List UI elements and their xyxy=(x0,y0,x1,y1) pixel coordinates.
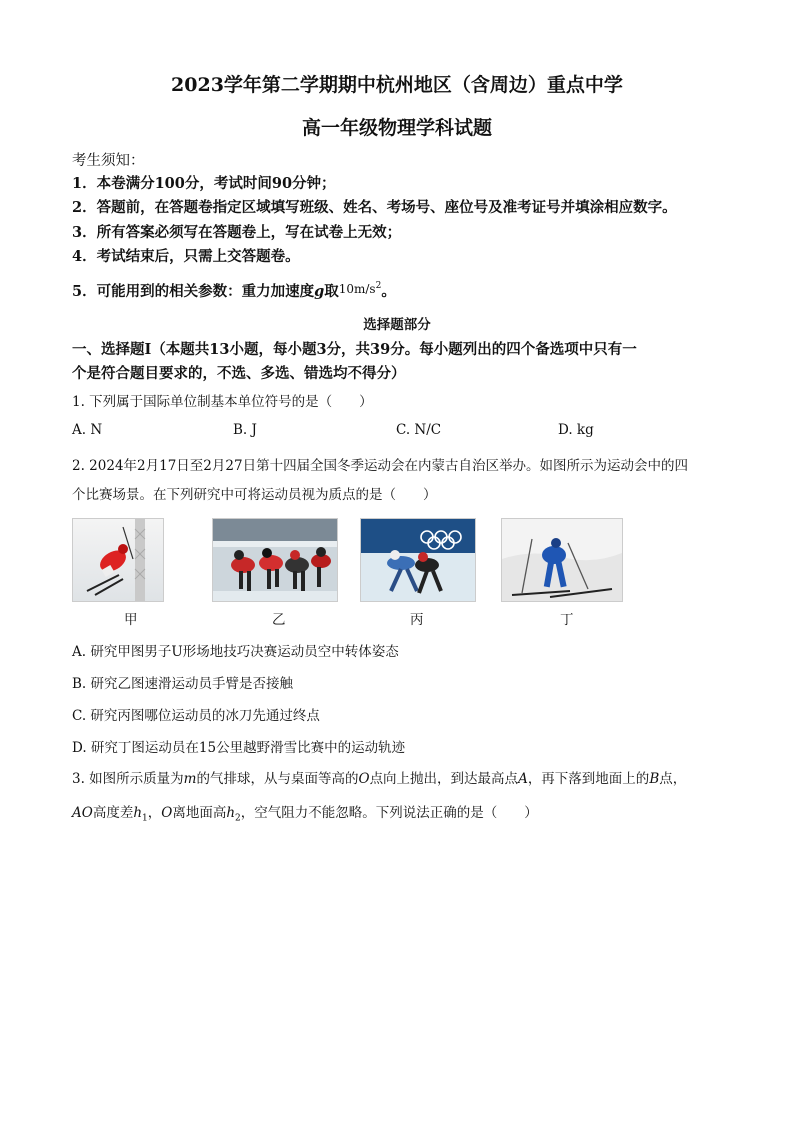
q1-option-a: A. N xyxy=(72,422,103,438)
q3-text: 离地面高 xyxy=(172,805,227,821)
notice-item-4: 4．考试结束后，只需上交答题卷。 xyxy=(72,248,300,265)
caption-bing: 丙 xyxy=(410,612,424,628)
gravity-value xyxy=(339,282,382,296)
section-intro-line1: 一、选择题Ⅰ（本题共13小题，每小题3分，共39分。每小题列出的四个备选项中只有一 xyxy=(72,341,637,358)
notice-item-5-prefix: 5．可能用到的相关参数：重力加速度 xyxy=(72,283,315,300)
notice-heading: 考生须知： xyxy=(72,153,145,169)
q3-text: 点向上抛出，到达最高点 xyxy=(369,771,519,787)
gravity-symbol: g xyxy=(314,283,325,300)
notice-item-5-end: 。 xyxy=(381,283,396,300)
q3-text: ， xyxy=(147,805,162,821)
segment-ao-symbol: AO xyxy=(72,805,93,821)
q3-text: 的气排球，从与桌面等高的 xyxy=(196,771,359,787)
q3-stem-line1 xyxy=(72,767,686,787)
mass-symbol: m xyxy=(183,771,197,787)
photo-ding-cross-country-skier xyxy=(501,518,623,602)
notice-item-1: 1．本卷满分100分，考试时间90分钟； xyxy=(72,175,336,192)
h1-subscript: 1 xyxy=(142,813,148,824)
exam-title-line1: 2023学年第二学期期中杭州地区（含周边）重点中学 xyxy=(171,74,623,96)
notice-item-5 xyxy=(72,280,396,301)
point-a-symbol: A xyxy=(518,771,528,787)
h2-subscript: 2 xyxy=(235,813,241,824)
section-intro-line2: 个是符合题目要求的，不选、多选、错选均不得分） xyxy=(72,365,406,382)
point-o-symbol: O xyxy=(161,805,173,821)
q1-option-d: D. kg xyxy=(558,422,594,438)
q3-text: 点， xyxy=(659,771,687,787)
q2-stem-line2: 个比赛场景。在下列研究中可将运动员视为质点的是（ ） xyxy=(72,487,437,503)
photo-jia-aerial-skier xyxy=(72,518,164,602)
q3-stem-line2 xyxy=(72,801,538,824)
q3-text: 3. 如图所示质量为 xyxy=(72,771,184,787)
q3-text: 高度差 xyxy=(92,805,134,821)
h1-symbol: h xyxy=(133,805,143,821)
point-b-symbol: B xyxy=(649,771,660,787)
q2-stem-line1: 2. 2024年2月17日至2月27日第十四届全国冬季运动会在内蒙古自治区举办。如图所示为运动会中的四 xyxy=(72,458,689,474)
q2-option-b: B. 研究乙图速滑运动员手臂是否接触 xyxy=(72,676,294,692)
q2-option-c: C. 研究丙图哪位运动员的冰刀先通过终点 xyxy=(72,708,320,724)
q3-text: ，空气阻力不能忽略。下列说法正确的是（ ） xyxy=(240,805,538,821)
notice-item-3: 3．所有答案必须写在答题卷上，写在试卷上无效； xyxy=(72,224,402,241)
q2-option-d: D. 研究丁图运动员在15公里越野滑雪比赛中的运动轨迹 xyxy=(72,740,406,756)
section-heading: 选择题部分 xyxy=(363,317,431,333)
h2-symbol: h xyxy=(226,805,236,821)
point-o-symbol: O xyxy=(358,771,370,787)
gravity-value-exponent: 2 xyxy=(375,281,382,291)
caption-jia: 甲 xyxy=(124,612,138,628)
photo-yi-speed-skaters xyxy=(212,518,338,602)
q3-text: ，再下落到地面上的 xyxy=(527,771,650,787)
q1-stem: 1. 下列属于国际单位制基本单位符号的是（ ） xyxy=(72,394,373,410)
q1-option-b: B. J xyxy=(233,422,257,438)
caption-yi: 乙 xyxy=(272,612,286,628)
q1-option-c: C. N/C xyxy=(396,422,442,438)
caption-ding: 丁 xyxy=(560,612,574,628)
photo-bing-finish-line xyxy=(360,518,476,602)
gravity-value-text: 10m/s xyxy=(338,282,376,296)
notice-item-5-mid: 取 xyxy=(324,283,339,300)
q2-option-a: A. 研究甲图男子U形场地技巧决赛运动员空中转体姿态 xyxy=(72,644,399,660)
notice-item-2: 2．答题前，在答题卷指定区域填写班级、姓名、考场号、座位号及准考证号并填涂相应数字。 xyxy=(72,199,677,216)
exam-title-line2: 高一年级物理学科试题 xyxy=(301,117,492,139)
